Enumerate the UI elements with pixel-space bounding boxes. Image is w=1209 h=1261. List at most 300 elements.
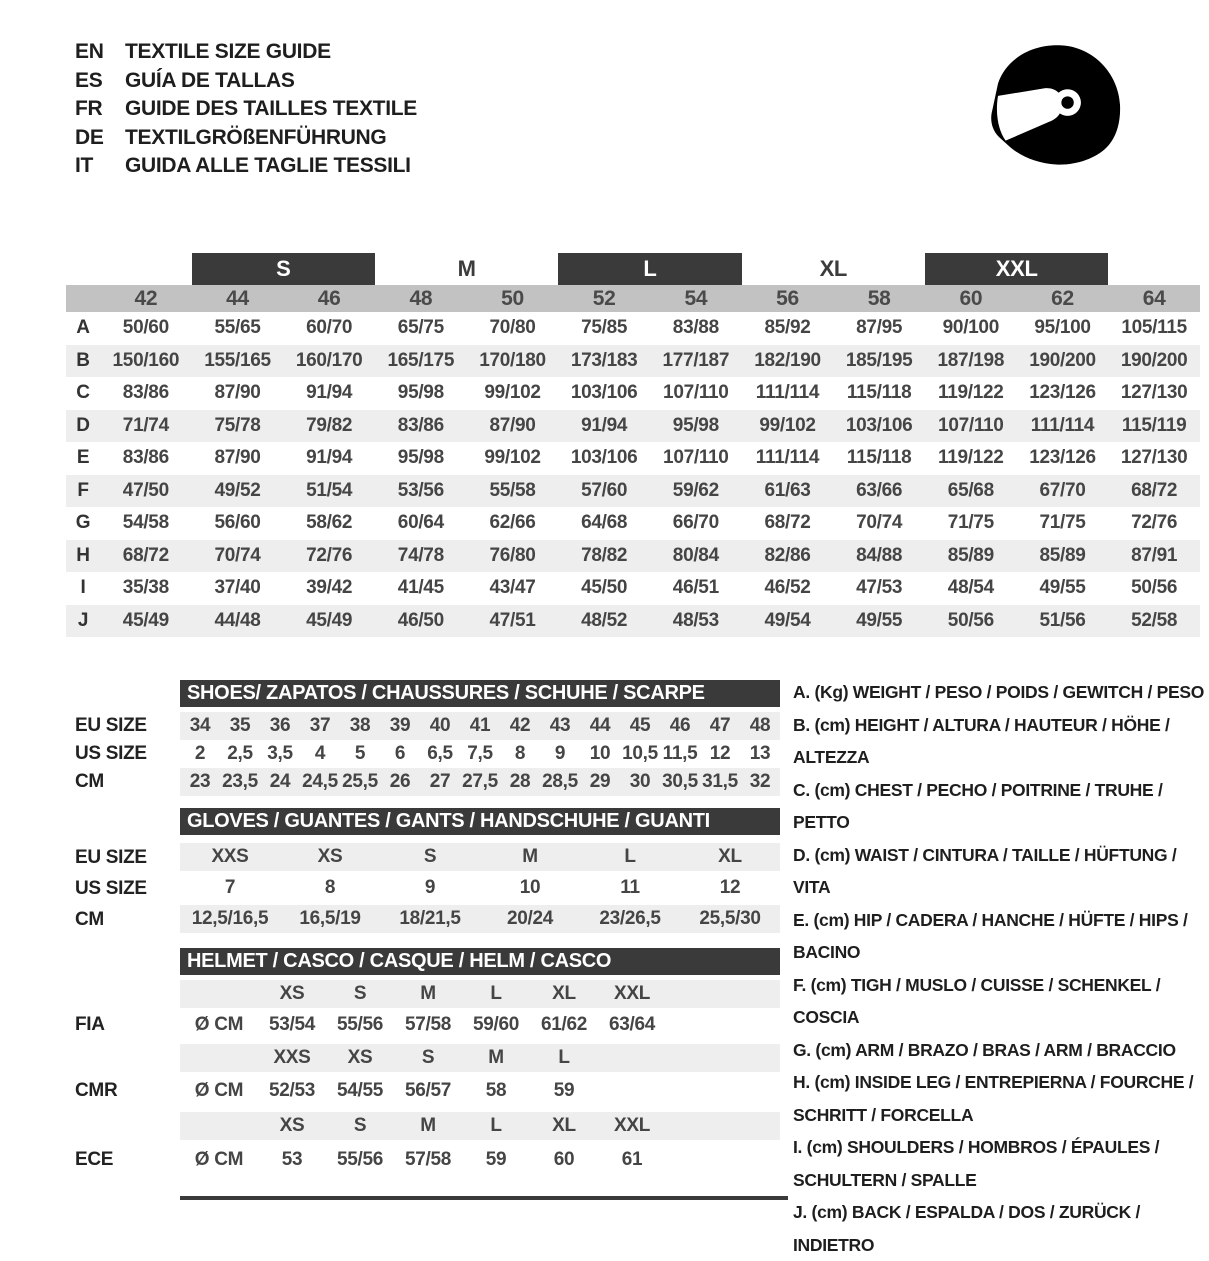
- measurement-row: [66, 377, 1200, 410]
- size-value-cell: 87/91: [1131, 544, 1178, 566]
- size-value-cell: 56/60: [214, 512, 261, 534]
- size-value-cell: 185/195: [845, 349, 913, 371]
- size-value-cell: 115/118: [846, 382, 912, 404]
- size-band: L: [558, 253, 741, 285]
- size-value-cell: 99/102: [484, 382, 541, 404]
- measurement-row: [66, 442, 1200, 475]
- helmet-size-cell: XXL: [613, 1115, 651, 1136]
- shoe-us-size-cell: 2: [194, 743, 206, 764]
- size-value-cell: 53/56: [397, 479, 444, 501]
- shoe-us-size-cell: 11,5: [662, 743, 698, 764]
- size-value-cell: 46/50: [397, 609, 444, 631]
- measurement-row-label: A: [76, 317, 90, 339]
- size-value-cell: 51/54: [306, 479, 353, 501]
- measurement-row-label: C: [76, 382, 90, 404]
- size-value-cell: 82/86: [764, 544, 811, 566]
- shoe-cm-cell: 23,5: [222, 771, 258, 792]
- glove-us-size-cell: 11: [620, 877, 640, 898]
- size-value-cell: 107/110: [663, 382, 729, 404]
- size-value-cell: 84/88: [856, 544, 903, 566]
- size-value-cell: 76/80: [489, 544, 536, 566]
- helmet-size-spacer: [180, 980, 258, 1008]
- size-value-cell: 45/49: [122, 609, 169, 631]
- helmet-size-cell: XS: [279, 1115, 305, 1136]
- shoe-eu-size-cell: 39: [389, 715, 411, 736]
- size-value-cell: 103/106: [845, 414, 913, 436]
- size-band-row: [66, 253, 1200, 285]
- size-value-cell: 123/126: [1029, 382, 1096, 404]
- helmet-value-cell: 55/56: [336, 1149, 384, 1170]
- gloves-section-title: GLOVES / GUANTES / GANTS / HANDSCHUHE / GUANTI: [180, 808, 780, 835]
- size-value-cell: 65/68: [947, 479, 994, 501]
- size-value-cell: 70/74: [856, 512, 903, 534]
- helmet-size-cell: M: [488, 1047, 504, 1068]
- size-value-cell: 71/75: [947, 512, 994, 534]
- measurement-row: [66, 475, 1200, 508]
- size-value-cell: 85/89: [947, 544, 994, 566]
- shoe-cm-cell: 30: [629, 771, 651, 792]
- language-title: TEXTILE SIZE GUIDE: [125, 40, 331, 63]
- size-value-cell: 50/60: [122, 317, 169, 339]
- size-value-cell: 51/56: [1039, 609, 1086, 631]
- size-value-cell: 35/38: [122, 577, 169, 599]
- size-value-cell: 55/65: [214, 317, 261, 339]
- size-value-cell: 87/90: [214, 382, 261, 404]
- shoe-cm-cell: 29: [589, 771, 611, 792]
- helmet-size-cell: XXS: [273, 1047, 311, 1068]
- size-value-cell: 160/170: [295, 349, 363, 371]
- size-value-cell: 103/106: [570, 447, 638, 469]
- shoe-us-size-cell: 5: [354, 743, 366, 764]
- helmet-ece-sizes-row: [180, 1112, 780, 1140]
- size-value-cell: 83/88: [672, 317, 719, 339]
- size-value-cell: 55/58: [489, 479, 536, 501]
- gloves-eu-row: [180, 843, 780, 871]
- legend-item: B. (cm) HEIGHT / ALTURA / HAUTEUR / HÖHE / ALTEZZA: [793, 714, 1170, 767]
- language-row: [75, 152, 417, 181]
- size-value-cell: 49/54: [764, 609, 811, 631]
- language-code: EN: [75, 40, 104, 63]
- size-value-cell: 44/48: [214, 609, 261, 631]
- helmet-size-cell: L: [490, 1115, 502, 1136]
- size-value-cell: 48/53: [672, 609, 719, 631]
- shoe-us-size-cell: 7,5: [467, 743, 493, 764]
- shoe-eu-size-cell: 44: [589, 715, 611, 736]
- size-value-cell: 52/58: [1131, 609, 1178, 631]
- language-title-list: [75, 38, 417, 181]
- size-value-cell: 45/49: [306, 609, 353, 631]
- measurement-row: [66, 345, 1200, 378]
- shoe-cm-cell: 26: [389, 771, 411, 792]
- numeric-size-cell: 60: [959, 286, 983, 310]
- glove-eu-size-cell: M: [522, 846, 538, 867]
- size-value-cell: 68/72: [764, 512, 811, 534]
- size-band: XXL: [925, 253, 1108, 285]
- size-value-cell: 182/190: [754, 349, 821, 371]
- size-value-cell: 95/98: [397, 447, 444, 469]
- glove-eu-size-cell: L: [624, 846, 636, 867]
- gloves-cm-row: [180, 905, 780, 933]
- size-value-cell: 91/94: [306, 447, 353, 469]
- shoe-cm-cell: 27,5: [462, 771, 498, 792]
- size-value-cell: 87/90: [489, 414, 536, 436]
- measurement-row-label: J: [77, 609, 89, 631]
- size-value-cell: 83/86: [122, 382, 169, 404]
- language-title: GUÍA DE TALLAS: [125, 68, 295, 92]
- size-value-cell: 83/86: [122, 447, 169, 469]
- measurement-row: [66, 312, 1200, 345]
- legend-item: D. (cm) WAIST / CINTURA / TAILLE / HÜFTUNG / VITA: [793, 844, 1177, 897]
- size-value-cell: 68/72: [1131, 479, 1178, 501]
- shoes-section-title: SHOES/ ZAPATOS / CHAUSSURES / SCHUHE / SCARPE: [180, 680, 780, 707]
- shoe-eu-size-cell: 43: [549, 715, 571, 736]
- size-value-cell: 190/200: [1029, 349, 1096, 371]
- size-value-cell: 85/89: [1039, 544, 1086, 566]
- numeric-size-cell: 52: [592, 286, 616, 310]
- glove-us-size-cell: 9: [424, 877, 436, 898]
- numeric-size-cell: 44: [226, 286, 249, 310]
- measurement-rows: [66, 312, 1200, 637]
- helmet-value-cell: 57/58: [404, 1014, 452, 1035]
- size-value-cell: 177/187: [662, 349, 730, 371]
- size-value-cell: 127/130: [1120, 447, 1188, 469]
- glove-cm-cell: 20/24: [506, 908, 554, 929]
- size-value-cell: 54/58: [122, 512, 169, 534]
- size-value-cell: 95/98: [397, 382, 444, 404]
- size-value-cell: 37/40: [214, 577, 261, 599]
- shoe-us-size-cell: 4: [314, 743, 326, 764]
- helmet-value-cell: 60: [553, 1149, 575, 1170]
- helmet-value-cell: 53/54: [268, 1014, 316, 1035]
- legend-item: E. (cm) HIP / CADERA / HANCHE / HÜFTE / HIPS / BACINO: [793, 909, 1188, 962]
- size-value-cell: 71/75: [1039, 512, 1086, 534]
- helmet-size-spacer: [180, 1044, 258, 1072]
- glove-eu-size-cell: XXS: [211, 846, 249, 867]
- size-value-cell: 41/45: [397, 577, 444, 599]
- helmet-size-spacer: [180, 1112, 258, 1140]
- helmet-value-cell: 56/57: [404, 1080, 452, 1101]
- size-value-cell: 190/200: [1120, 349, 1188, 371]
- gloves-eu-size-label: EU SIZE: [75, 847, 147, 868]
- bottom-partial-bar: [180, 1196, 788, 1200]
- glove-us-size-cell: 8: [324, 877, 336, 898]
- gloves-cm-label: CM: [75, 909, 104, 930]
- measurement-legend: [793, 676, 1209, 1261]
- helmet-size-cell: M: [420, 983, 436, 1004]
- shoe-eu-size-cell: 45: [629, 715, 651, 736]
- helmet-value-cell: 53: [281, 1149, 303, 1170]
- size-value-cell: 57/60: [581, 479, 628, 501]
- size-value-cell: 85/92: [764, 317, 811, 339]
- helmet-size-cell: XXL: [613, 983, 651, 1004]
- size-value-cell: 39/42: [306, 577, 353, 599]
- glove-eu-size-cell: XS: [317, 846, 343, 867]
- helmet-value-cell: 59: [553, 1080, 575, 1101]
- helmet-fia-values-row: [180, 1011, 780, 1039]
- glove-cm-cell: 23/26,5: [599, 908, 661, 929]
- glove-us-size-cell: 12: [719, 877, 741, 898]
- language-row: [75, 95, 417, 124]
- shoe-cm-cell: 30,5: [662, 771, 698, 792]
- size-value-cell: 72/76: [306, 544, 353, 566]
- size-value-cell: 95/98: [672, 414, 719, 436]
- size-value-cell: 83/86: [397, 414, 444, 436]
- size-value-cell: 91/94: [306, 382, 353, 404]
- size-value-cell: 62/66: [489, 512, 536, 534]
- size-band: M: [457, 256, 476, 281]
- measurement-row: [66, 410, 1200, 443]
- size-value-cell: 49/52: [214, 479, 261, 501]
- shoe-us-size-cell: 10: [589, 743, 611, 764]
- size-value-cell: 63/66: [856, 479, 903, 501]
- size-value-cell: 70/74: [214, 544, 261, 566]
- numeric-size-cell: 46: [317, 286, 341, 310]
- numeric-size-cell: 54: [684, 286, 708, 310]
- size-value-cell: 105/115: [1121, 317, 1187, 339]
- racing-helmet-icon: [978, 33, 1140, 195]
- numeric-size-row: [66, 285, 1200, 312]
- shoes-eu-row: [180, 712, 780, 740]
- glove-us-size-cell: 7: [224, 877, 236, 898]
- shoe-us-size-cell: 6: [394, 743, 406, 764]
- legend-item: F. (cm) TIGH / MUSLO / CUISSE / SCHENKEL / COSCIA: [793, 974, 1161, 1027]
- helmet-value-cell: 61: [621, 1149, 643, 1170]
- shoes-us-row: [180, 740, 780, 768]
- size-value-cell: 70/80: [489, 317, 536, 339]
- legend-item: A. (Kg) WEIGHT / PESO / POIDS / GEWITCH / PESO: [793, 682, 1205, 702]
- shoe-eu-size-cell: 34: [189, 715, 211, 736]
- glove-eu-size-cell: XL: [718, 846, 742, 867]
- size-value-cell: 115/118: [846, 447, 912, 469]
- helmet-size-cell: [598, 1044, 666, 1072]
- size-value-cell: 103/106: [570, 382, 638, 404]
- glove-us-size-cell: 10: [519, 877, 541, 898]
- helmet-size-cell: M: [420, 1115, 436, 1136]
- helmet-size-cell: XL: [552, 1115, 576, 1136]
- size-value-cell: 65/75: [397, 317, 444, 339]
- helmet-ece-values-row: [180, 1146, 780, 1174]
- shoe-eu-size-cell: 48: [749, 715, 771, 736]
- size-value-cell: 66/70: [672, 512, 719, 534]
- size-value-cell: 80/84: [672, 544, 719, 566]
- shoe-cm-cell: 28: [509, 771, 531, 792]
- helmet-size-cell: S: [421, 1047, 435, 1068]
- shoe-us-size-cell: 10,5: [622, 743, 658, 764]
- shoe-eu-size-cell: 41: [469, 715, 491, 736]
- size-value-cell: 107/110: [663, 447, 729, 469]
- shoes-cm-row: [180, 768, 780, 796]
- language-row: [75, 124, 417, 153]
- glove-cm-cell: 25,5/30: [699, 908, 761, 929]
- size-value-cell: 67/70: [1039, 479, 1086, 501]
- helmet-size-cell: S: [353, 1115, 367, 1136]
- glove-cm-cell: 18/21,5: [399, 908, 461, 929]
- helmet-unit-cell: Ø CM: [194, 1014, 244, 1035]
- shoe-us-size-cell: 6,5: [427, 743, 453, 764]
- helmet-fia-label: FIA: [75, 1014, 105, 1035]
- size-value-cell: 165/175: [387, 349, 455, 371]
- helmet-size-cell: XL: [552, 983, 576, 1004]
- size-value-cell: 111/114: [755, 447, 820, 469]
- language-code: ES: [75, 68, 103, 92]
- size-value-cell: 155/165: [204, 349, 271, 371]
- numeric-size-cell: 56: [776, 286, 799, 310]
- helmet-size-cell: XS: [347, 1047, 373, 1068]
- measurement-row-label: F: [77, 479, 89, 501]
- helmet-size-cell: XS: [279, 983, 305, 1004]
- size-value-cell: 91/94: [581, 414, 628, 436]
- size-value-cell: 111/114: [1030, 414, 1095, 436]
- size-band: S: [192, 253, 375, 285]
- size-value-cell: 60/70: [306, 317, 353, 339]
- language-code: IT: [75, 154, 94, 177]
- numeric-size-cell: 58: [867, 286, 891, 310]
- shoes-eu-size-label: EU SIZE: [75, 715, 147, 736]
- size-value-cell: 75/85: [581, 317, 628, 339]
- size-value-cell: 150/160: [112, 349, 180, 371]
- shoe-cm-cell: 28,5: [542, 771, 578, 792]
- size-value-cell: 95/100: [1034, 317, 1091, 339]
- measurement-row-label: B: [76, 349, 90, 371]
- size-value-cell: 115/119: [1121, 414, 1187, 436]
- size-value-cell: 58/62: [306, 512, 353, 534]
- size-value-cell: 111/114: [755, 382, 820, 404]
- size-value-cell: 49/55: [856, 609, 903, 631]
- helmet-ece-label: ECE: [75, 1149, 114, 1170]
- size-value-cell: 119/122: [938, 382, 1004, 404]
- helmet-cmr-label: CMR: [75, 1080, 118, 1101]
- helmet-value-cell: 57/58: [404, 1149, 452, 1170]
- legend-item: J. (cm) BACK / ESPALDA / DOS / ZURÜCK / INDIETRO: [793, 1202, 1141, 1255]
- shoe-eu-size-cell: 46: [669, 715, 691, 736]
- size-value-cell: 173/183: [570, 349, 638, 371]
- size-value-cell: 48/54: [947, 577, 994, 599]
- numeric-size-cell: 62: [1051, 286, 1074, 310]
- size-band: XL: [819, 256, 848, 281]
- language-row: [75, 38, 417, 67]
- language-title: GUIDA ALLE TAGLIE TESSILI: [125, 154, 411, 177]
- language-row: [75, 67, 417, 96]
- size-value-cell: 87/90: [214, 447, 261, 469]
- size-value-cell: 49/55: [1039, 577, 1086, 599]
- shoe-cm-cell: 23: [189, 771, 211, 792]
- size-value-cell: 45/50: [581, 577, 628, 599]
- helmet-size-cell: S: [353, 983, 367, 1004]
- measurement-row: [66, 572, 1200, 605]
- size-value-cell: 46/52: [764, 577, 811, 599]
- shoe-us-size-cell: 9: [554, 743, 566, 764]
- shoe-eu-size-cell: 38: [349, 715, 371, 736]
- size-value-cell: 47/51: [489, 609, 536, 631]
- numeric-size-cell: 48: [409, 286, 433, 310]
- shoe-cm-cell: 32: [749, 771, 771, 792]
- size-value-cell: 79/82: [306, 414, 353, 436]
- size-value-cell: 75/78: [214, 414, 261, 436]
- glove-cm-cell: 12,5/16,5: [191, 908, 269, 929]
- helmet-fia-sizes-row: [180, 980, 780, 1008]
- size-value-cell: 50/56: [947, 609, 994, 631]
- measurement-row-label: G: [75, 512, 91, 534]
- size-value-cell: 50/56: [1131, 577, 1178, 599]
- measurement-row: [66, 605, 1200, 638]
- size-value-cell: 99/102: [484, 447, 541, 469]
- size-value-cell: 47/50: [122, 479, 169, 501]
- helmet-value-cell: 59: [485, 1149, 507, 1170]
- measurement-row: [66, 540, 1200, 573]
- helmet-value-cell: 63/64: [608, 1014, 656, 1035]
- helmet-section-title: HELMET / CASCO / CASQUE / HELM / CASCO: [180, 948, 780, 975]
- numeric-size-cell: 64: [1142, 286, 1166, 310]
- language-title: TEXTILGRÖßENFÜHRUNG: [125, 125, 387, 149]
- gloves-us-size-label: US SIZE: [75, 878, 147, 899]
- size-value-cell: 74/78: [397, 544, 444, 566]
- shoe-cm-cell: 27: [429, 771, 451, 792]
- size-value-cell: 68/72: [122, 544, 169, 566]
- measurement-row: [66, 507, 1200, 540]
- shoe-cm-cell: 24,5: [302, 771, 338, 792]
- glove-eu-size-cell: S: [423, 846, 437, 867]
- size-value-cell: 123/126: [1029, 447, 1096, 469]
- size-value-cell: 48/52: [581, 609, 628, 631]
- size-value-cell: 127/130: [1120, 382, 1188, 404]
- numeric-size-spacer: [66, 285, 100, 312]
- helmet-cmr-sizes-row: [180, 1044, 780, 1072]
- language-title: GUIDE DES TAILLES TEXTILE: [125, 97, 417, 120]
- helmet-value-cell: 61/62: [540, 1014, 588, 1035]
- helmet-cmr-values-row: [180, 1077, 780, 1105]
- size-value-cell: 46/51: [672, 577, 719, 599]
- shoe-eu-size-cell: 37: [309, 715, 331, 736]
- language-code: DE: [75, 125, 104, 149]
- helmet-value-cell: [598, 1077, 666, 1105]
- legend-item: C. (cm) CHEST / PECHO / POITRINE / TRUHE / PETTO: [793, 779, 1163, 832]
- helmet-unit-cell: Ø CM: [194, 1149, 244, 1170]
- numeric-size-cell: 42: [134, 286, 158, 310]
- helmet-value-cell: 58: [485, 1080, 507, 1101]
- helmet-unit-cell: Ø CM: [194, 1080, 244, 1101]
- size-value-cell: 87/95: [856, 317, 903, 339]
- size-value-cell: 43/47: [489, 577, 536, 599]
- shoe-eu-size-cell: 36: [269, 715, 291, 736]
- size-value-cell: 78/82: [581, 544, 628, 566]
- measurement-row-label: H: [76, 544, 90, 566]
- helmet-value-cell: 55/56: [336, 1014, 384, 1035]
- shoe-eu-size-cell: 40: [429, 715, 451, 736]
- size-value-cell: 107/110: [938, 414, 1004, 436]
- size-value-cell: 72/76: [1131, 512, 1178, 534]
- helmet-value-cell: 52/53: [268, 1080, 316, 1101]
- size-value-cell: 187/198: [937, 349, 1005, 371]
- shoe-us-size-cell: 2,5: [227, 743, 253, 764]
- glove-cm-cell: 16,5/19: [299, 908, 361, 929]
- legend-item: I. (cm) SHOULDERS / HOMBROS / ÉPAULES / SCHULTERN / SPALLE: [793, 1137, 1160, 1190]
- legend-item: G. (cm) ARM / BRAZO / BRAS / ARM / BRACCIO: [793, 1039, 1176, 1060]
- size-value-cell: 47/53: [856, 577, 903, 599]
- shoe-cm-cell: 24: [269, 771, 291, 792]
- helmet-value-cell: 54/55: [336, 1080, 384, 1101]
- size-value-cell: 59/62: [672, 479, 719, 501]
- shoe-us-size-cell: 8: [514, 743, 526, 764]
- size-value-cell: 64/68: [581, 512, 628, 534]
- size-value-cell: 170/180: [479, 349, 546, 371]
- shoe-eu-size-cell: 42: [509, 715, 531, 736]
- numeric-size-cell: 50: [501, 286, 524, 310]
- shoe-eu-size-cell: 35: [229, 715, 251, 736]
- shoe-cm-cell: 31,5: [702, 771, 738, 792]
- legend-item: H. (cm) INSIDE LEG / ENTREPIERNA / FOURCHE / SCHRITT / FORCELLA: [793, 1072, 1194, 1125]
- measurement-row-label: D: [76, 414, 90, 436]
- helmet-size-cell: L: [490, 983, 502, 1004]
